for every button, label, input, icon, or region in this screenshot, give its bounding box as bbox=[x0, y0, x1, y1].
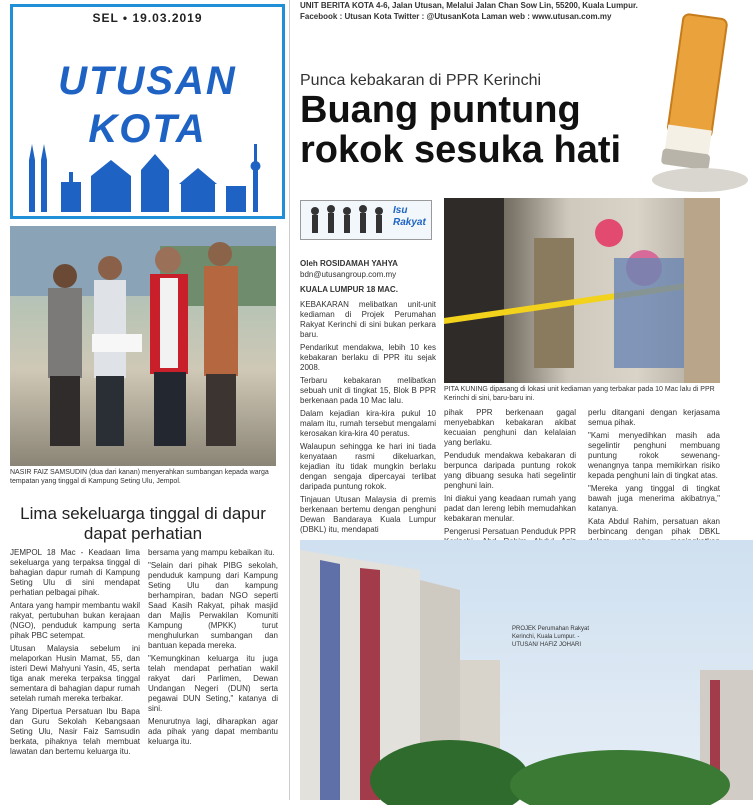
isu-label-line2: Rakyat bbox=[393, 217, 426, 228]
isu-rakyat-label bbox=[393, 205, 426, 229]
fire-scene-photo bbox=[444, 198, 720, 383]
article-column-1 bbox=[10, 548, 140, 800]
paragraph: Kata Abdul Rahim, persatuan akan berbincang dengan pihak DBKL bbox=[588, 517, 720, 536]
paragraph: Pendarikut mendakwa, lebih 10 kes kebakaran berlaku di PPR itu sejak 2008. bbox=[300, 343, 436, 372]
paragraph: Dalam kejadian kira-kira pukul 10 malam itu, rumah tersebut mengalami kerosakan kira-kira 40 peratus. bbox=[300, 409, 436, 438]
headline-line1: Buang puntung bbox=[300, 89, 581, 131]
paragraph: bersama yang mampu kebaikan itu. bbox=[148, 548, 275, 557]
fire-photo-caption: PITA KUNING dipasang di lokasi unit kediaman yang terbakar pada 10 Mac lalu di PPR Kerinchi di sini, baru-baru ini. bbox=[444, 386, 715, 402]
author-name: Oleh ROSIDAMAH YAHYA bbox=[300, 259, 398, 268]
paragraph: Ini diakui yang keadaan rumah yang padat dan lereng lebih memudahkan kebakaran menular. bbox=[444, 494, 576, 523]
paragraph: KEBAKARAN melibatkan unit-unit kediaman di Projek Perumahan Rakyat Kerinchi di sini bukan perkara baru. bbox=[300, 300, 436, 339]
ppr-building-photo bbox=[300, 540, 753, 800]
paragraph: Terbaru kebakaran melibatkan sebuah unit di tingkat 15, Blok B PPR berkenaan pada 10 Mac lalu. bbox=[300, 376, 436, 405]
paragraph: "Kami menyedihkan masih ada segelintir penghuni membuang puntung rokok sewenang-wenangnya tanpa memikirkan risiko kepada penghuni lain di tingkat atas. bbox=[588, 431, 720, 480]
masthead bbox=[10, 4, 285, 219]
main-column-2 bbox=[444, 408, 576, 540]
masthead-title-line2: KOTA bbox=[88, 107, 207, 151]
kicker: Punca kebakaran di PPR Kerinchi bbox=[300, 72, 542, 89]
dateline: KUALA LUMPUR 18 MAC. bbox=[300, 285, 398, 294]
article-headline: Lima sekeluarga tinggal di dapur dapat perhatian bbox=[20, 504, 266, 543]
paragraph: "Mereka yang tinggal di tingkat bawah juga menerima akibatnya," katanya. bbox=[588, 484, 720, 513]
paragraph: JEMPOL 18 Mac - Keadaan lima sekeluarga yang terpaksa tinggal di bahagian dapur rumah di Kampung Seting Ulu di sini mendapat perhatian pelbagai pihak. bbox=[10, 548, 140, 597]
paragraph: perlu ditangani dengan kerjasama semua pihak. bbox=[588, 408, 720, 427]
paragraph: Tinjauan Utusan Malaysia di premis berkenaan bertemu dengan penghuni Dewan Bandaraya Kuala Lumpur (DBKL) itu, mendapati bbox=[300, 495, 436, 534]
paragraph: Menurutnya lagi, diharapkan agar ada pihak yang dapat membantu keluarga itu. bbox=[148, 717, 278, 746]
city-skyline-icon bbox=[21, 142, 276, 212]
main-headline bbox=[300, 90, 650, 170]
sidebar bbox=[0, 0, 290, 800]
people-silhouette-icon bbox=[10, 226, 276, 466]
issue-date: SEL • 19.03.2019 bbox=[92, 11, 203, 25]
headline-line2: rokok sesuka hati bbox=[300, 129, 622, 171]
paragraph: "Selain dari pihak PIBG sekolah, penduduk kampung dari Kampung Seting Ulu dan kampung berhampiran, badan NGO seperti Saad Kasih Rakyat, pihak masjid dan Majlis Perwakilan Komuniti Kampung (MPKK) turut menghulurkan sumbangan dan bantuan kepada mereka. bbox=[148, 561, 278, 650]
donation-photo bbox=[10, 226, 276, 466]
main-column-3 bbox=[588, 408, 720, 540]
author-email: bdn@utusangroup.com.my bbox=[300, 270, 397, 279]
isu-rakyat-badge bbox=[300, 200, 432, 240]
article-column-2 bbox=[148, 548, 278, 800]
paragraph: "Kemungkinan keluarga itu juga telah mendapat perhatian wakil rakyat dari Parlimen, Dewan Undangan Negeri (DUN) serta pegawai DUN Seting," katanya di sini. bbox=[148, 654, 278, 713]
crowd-icon bbox=[303, 201, 393, 239]
office-address: UNIT BERITA KOTA 4-6, Jalan Utusan, Melalui Jalan Chan Sow Lin, 55200, Kuala Lumpur. bbox=[300, 1, 638, 10]
photo-caption: NASIR FAIZ SAMSUDIN (dua dari kanan) menyerahkan sumbangan kepada warga tempatan yang tinggal di Kampung Seting Ulu, Jempol. bbox=[10, 469, 269, 485]
corridor-scene-icon bbox=[444, 198, 720, 383]
paragraph: Utusan Malaysia sebelum ini melaporkan Husin Mamat, 55, dan isteri Dewi Mahyuni Yasin, 45, serta tiga anak mereka terpaksa tinggal sementara di bahagian dapur rumah setelah rumah mereka terbakar. bbox=[10, 644, 140, 703]
paragraph: Penduduk mendakwa kebakaran di berpunca daripada puntung rokok yang dibuang sesuka hati segelintir penghuni lain. bbox=[444, 451, 576, 490]
cigarette-butt-icon bbox=[640, 10, 750, 195]
paragraph: Walaupun sehingga ke hari ini tiada kenyataan rasmi dikeluarkan, kejadian itu tidak mungkin berlaku dengan sengaja dipercayai terlibat daripada puntung rokok. bbox=[300, 442, 436, 491]
masthead-title-line1: UTUSAN bbox=[58, 59, 237, 103]
social-links: Facebook : Utusan Kota Twitter : @UtusanKota Laman web : www.utusan.com.my bbox=[300, 12, 612, 21]
building-photo-caption: PROJEK Perumahan Rakyat Kerinchi, Kuala Lumpur. - UTUSAN/ HAFIZ JOHARI bbox=[512, 626, 590, 648]
byline bbox=[300, 258, 440, 295]
paragraph: Antara yang hampir membantu wakil rakyat, pertubuhan bukan kerajaan (NGO), penduduk kampung serta pihak PBC setempat. bbox=[10, 601, 140, 640]
paragraph: Yang Dipertua Persatuan Ibu Bapa dan Guru Sekolah Kebangsaan Seting Ulu, Nasir Faiz Samsudin berkata, pihaknya telah membuat lawatan dan bertemu keluarga itu. bbox=[10, 707, 140, 756]
isu-label-line1: Isu bbox=[393, 205, 408, 216]
apartment-buildings-icon bbox=[300, 540, 753, 800]
paragraph: Pengerusi Persatuan Penduduk PPR bbox=[444, 527, 576, 536]
paragraph: pihak PPR berkenaan gagal menyebabkan kebakaran akibat kecuaian penghuni dan kelalaian yang berlaku. bbox=[444, 408, 576, 447]
main-column-1 bbox=[300, 300, 436, 540]
